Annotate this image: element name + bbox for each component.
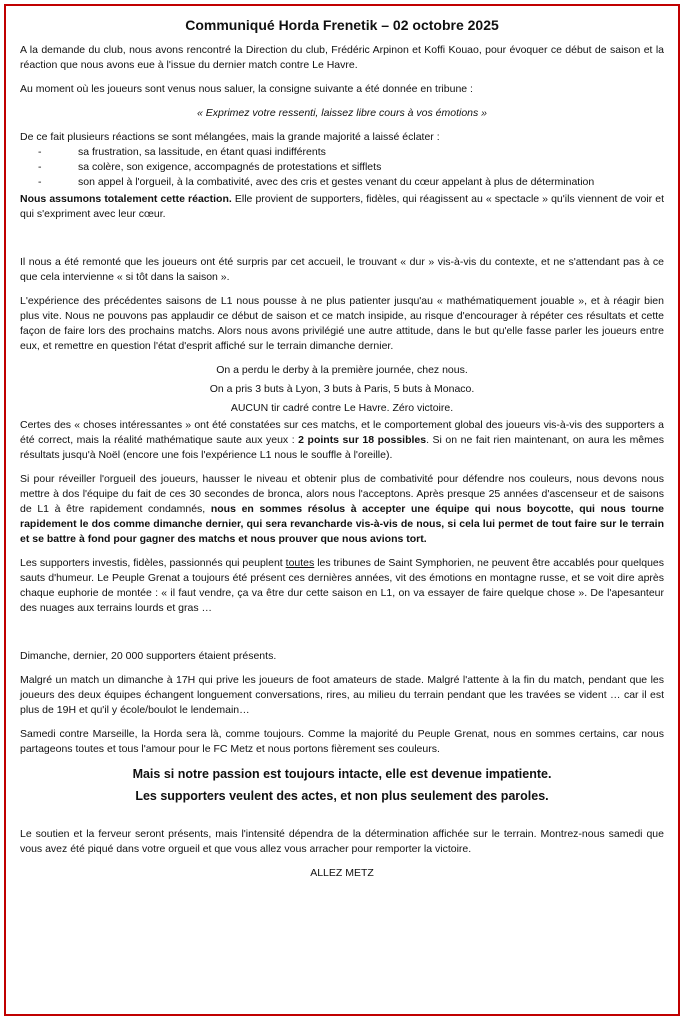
toutes-underlined: toutes (285, 557, 315, 569)
signature: ALLEZ METZ (310, 867, 374, 879)
points-bold: 2 points sur 18 possibles (298, 434, 427, 446)
supporters-text-c: les tribunes de Saint Symphorien, ne peuvent être accablés pour quelques sauts d'humeur. Le Peuple Grenat a toujours été présent ces dernières années, vit des émotions en montagne russe, et se voit dire après chaque euphorie de montée : « il faut vendre, ça va être dur cette saison en L1, on va essayer de faire quelque chose ». De l'apesanteur des nuages aux terrains lourds et gras … (20, 557, 665, 614)
actes-statement: Les supporters veulent des actes, et non plus seulement des paroles. (135, 789, 549, 803)
stat-line-derby: On a perdu le derby à la première journée, chez nous. (216, 364, 468, 376)
paragraph-samedi: Samedi contre Marseille, la Horda sera là, comme toujours. Comme la majorité du Peuple Grenat, nous en sommes certains, car nous partageons toutes et tous l'amour pour le FC Metz et nous portons fièrement ses couleurs. (20, 728, 664, 755)
assumons-bold: Nous assumons totalement cette réaction. (20, 193, 232, 205)
orgueil-text: Si pour réveiller l'orgueil des joueurs, hausser le niveau et obtenir plus de combativité pour défendre nos couleurs, nous devons nous mettre à dos l'équipe du fait de ces 30 secondes de bronca, alors nous l'acceptons. Après presque 25 années d'ascenseur et de saisons de L1 à être rapidement condamnés, (20, 473, 664, 515)
paragraph-assumons (20, 192, 664, 222)
certes-text-c: . Si on ne fait rien maintenant, on aura les mêmes résultats jusqu'à Noël (encore une fois l'expérience L1 nous le souffle à l'oreille). (20, 434, 664, 461)
communique-page (4, 4, 680, 1016)
list-item: - sa frustration, sa lassitude, en étant quasi indifférents (34, 145, 664, 160)
paragraph-orgueil (20, 472, 664, 547)
paragraph-supporters (20, 556, 664, 616)
paragraph-soutien: Le soutien et la ferveur seront présents, mais l'intensité dépendra de la détermination affichée sur le terrain. Montrez-nous samedi que vous avez été piqué dans votre orgueil et que vous allez vous arracher pour remporter la victoire. (20, 828, 664, 855)
list-item: - son appel à l'orgueil, à la combativité, avec des cris et gestes venant du cœur appelant à plus de détermination (34, 175, 664, 190)
paragraph-surpris: Il nous a été remonté que les joueurs ont été surpris par cet accueil, le trouvant « dur » vis-à-vis du contexte, et ne s'attendant pas à ce que cela intervienne « si tôt dans la saison ». (20, 256, 664, 283)
paragraph-consigne: Au moment où les joueurs sont venus nous saluer, la consigne suivante a été donnée en tribune : (20, 83, 473, 95)
paragraph-intro: A la demande du club, nous avons rencontré la Direction du club, Frédéric Arpinon et Koffi Kouao, pour évoquer ce début de saison et la réaction que nous avons eue à l'issue du dernier match contre Le Havre. (20, 44, 664, 71)
tribune-quote: « Exprimez votre ressenti, laissez libre cours à vos émotions » (196, 107, 488, 119)
paragraph-dimanche: Dimanche, dernier, 20 000 supporters étaient présents. (20, 650, 277, 662)
spacer (20, 231, 664, 255)
orgueil-bold: nous en sommes résolus à accepter une équipe qui nous boycotte, qui nous tourne rapidement le dos comme dimanche dernier, qui sera revancharde vis-à-vis de nous, si cela lui permet de tout faire sur le terrain et se battre à fond pour gagner des matchs et nous prouver que nous avions tort. (20, 503, 664, 545)
stat-line-buts: On a pris 3 buts à Lyon, 3 buts à Paris, 5 buts à Monaco. (209, 383, 475, 395)
spacer (20, 625, 664, 649)
paragraph-malgre: Malgré un match un dimanche à 17H qui prive les joueurs de foot amateurs de stade. Malgré l'attente à la fin du match, pendant que les joueurs des deux équipes échangent longuement conversations, rires, au milieu du terrain pendant que les travées se vident … car il est plus de 19H et qu'il y école/boulot le lendemain… (20, 674, 664, 716)
reaction-list (20, 145, 664, 190)
passion-statement: Mais si notre passion est toujours intacte, elle est devenue impatiente. (132, 767, 552, 781)
supporters-text-a: Les supporters investis, fidèles, passionnés qui peuplent (20, 557, 286, 569)
certes-text-a: Certes des « choses intéressantes » ont été constatées sur ces matchs, et le comportement global des joueurs vis-à-vis des supporters a été correct, mais la réalité mathématique saute aux yeux : (20, 419, 664, 446)
spacer (20, 807, 664, 827)
paragraph-experience: L'expérience des précédentes saisons de L1 nous pousse à ne plus patienter jusqu'au « mathématiquement jouable », et à réagir bien plus vite. Nous ne pouvons pas applaudir ce début de saison et ce match insipide, au risque d'encourager à répéter ces résultats et cette façon de faire lors des prochains matchs. Alors nous avons privilégié une autre attitude, dans le but qu'elle fasse parler les joueurs entre eux, et remettre en question l'état d'esprit affiché sur le terrain dimanche dernier. (20, 295, 664, 352)
list-item: - sa colère, son exigence, accompagnés de protestations et sifflets (34, 160, 664, 175)
stat-line-tirs: AUCUN tir cadré contre Le Havre. Zéro victoire. (230, 402, 454, 414)
page-title: Communiqué Horda Frenetik – 02 octobre 2025 (185, 17, 499, 33)
paragraph-certes (20, 418, 664, 463)
assumons-rest: Elle provient de supporters, fidèles, qui réagissent au « spectacle » qu'ils viennent de voir et qui s'expriment avec leur cœur. (20, 193, 664, 220)
paragraph-reactions: De ce fait plusieurs réactions se sont mélangées, mais la grande majorité a laissé éclater : (20, 131, 440, 143)
